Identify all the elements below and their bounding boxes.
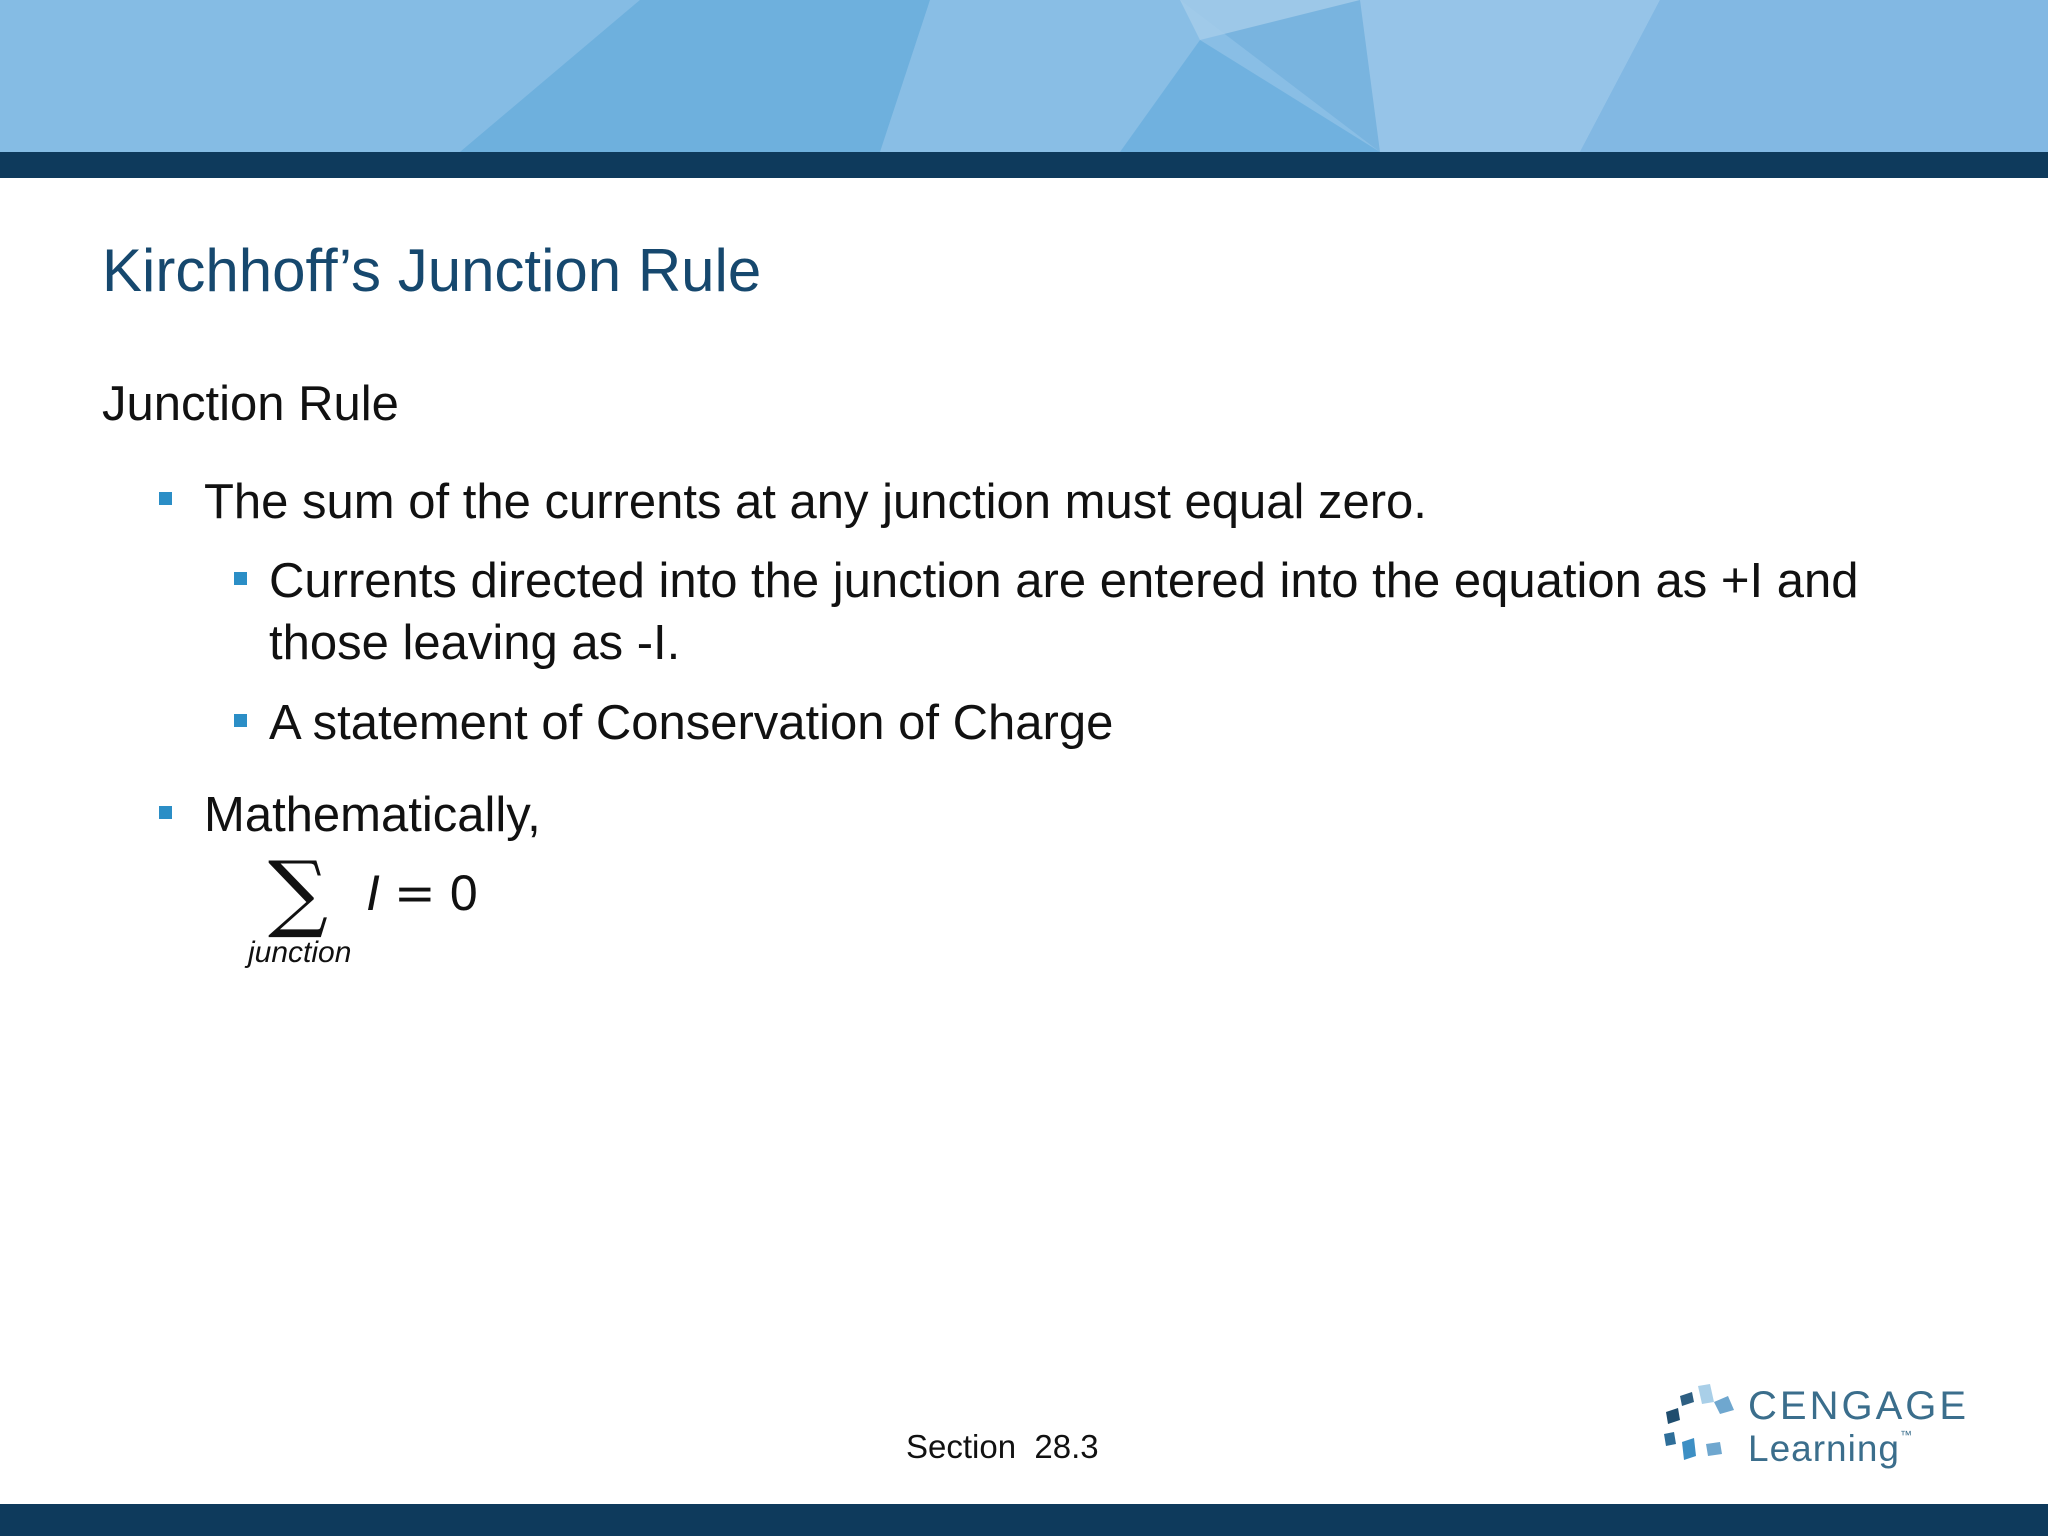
formula-equals: =	[393, 864, 436, 922]
bullet-marker	[234, 572, 247, 585]
formula-variable: I	[366, 865, 380, 921]
cengage-learning-logo	[1662, 1382, 1970, 1472]
junction-rule-formula	[240, 843, 500, 976]
bullet-item-1: The sum of the currents at any junction must equal zero.	[204, 475, 1427, 529]
logo-text-learning	[1748, 1428, 1913, 1470]
bullet-item-3: A statement of Conservation of Charge	[269, 696, 1114, 750]
header-banner	[0, 0, 2048, 152]
logo-text-cengage: CENGAGE	[1748, 1384, 1970, 1428]
header-rule	[0, 152, 2048, 178]
slide-title: Kirchhoff’s Junction Rule	[102, 237, 762, 304]
logo-text-learning-word: Learning	[1748, 1428, 1901, 1469]
formula-expression	[366, 864, 478, 922]
summation-subscript: junction	[248, 936, 352, 969]
section-heading: Junction Rule	[102, 377, 399, 431]
cengage-logo-icon	[1662, 1382, 1742, 1472]
bullet-marker	[159, 492, 172, 505]
trademark-symbol: ™	[1900, 1428, 1914, 1442]
section-footer: Section 28.3	[906, 1428, 1099, 1465]
bullet-item-2: Currents directed into the junction are entered into the equation as +I and those leaving as -I.	[269, 554, 1859, 670]
bullet-item-4: Mathematically,	[204, 788, 541, 842]
bullet-marker	[159, 806, 172, 819]
footer-rule	[0, 1504, 2048, 1536]
bullet-marker	[234, 714, 247, 727]
formula-value: 0	[449, 865, 478, 921]
summation-symbol: ∑	[268, 843, 328, 941]
